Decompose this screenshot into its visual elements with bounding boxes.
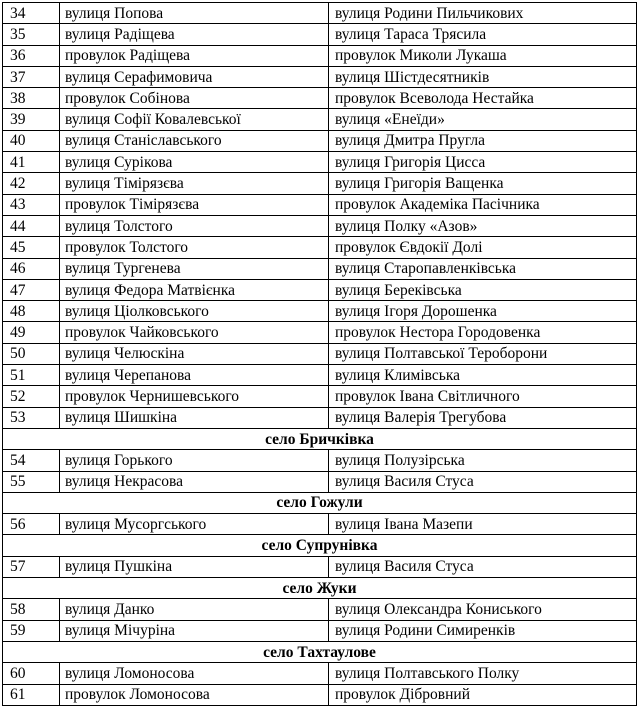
new-street-name: вулиця Полтавської Тероборони	[329, 343, 637, 364]
row-number: 37	[3, 66, 60, 87]
old-street-name: провулок Ломоносова	[60, 684, 329, 705]
old-street-name: провулок Собінова	[60, 88, 329, 109]
row-number: 51	[3, 365, 60, 386]
old-street-name: вулиця Ломоносова	[60, 663, 329, 684]
new-street-name: провулок Академіка Пасічника	[329, 194, 637, 215]
old-street-name: вулиця Данко	[60, 599, 329, 620]
new-street-name: вулиця Григорія Ващенка	[329, 173, 637, 194]
new-street-name: вулиця «Енеїди»	[329, 109, 637, 130]
old-street-name: вулиця Черепанова	[60, 365, 329, 386]
table-row	[3, 471, 637, 492]
row-number: 46	[3, 258, 60, 279]
table-row	[3, 386, 637, 407]
row-number: 54	[3, 450, 60, 471]
new-street-name: вулиця Полку «Азов»	[329, 215, 637, 236]
row-number: 41	[3, 152, 60, 173]
new-street-name: вулиця Ігоря Дорошенка	[329, 301, 637, 322]
new-street-name: вулиця Дмитра Пругла	[329, 130, 637, 151]
table-row	[3, 301, 637, 322]
new-street-name: провулок Івана Світличного	[329, 386, 637, 407]
old-street-name: провулок Тімірязєва	[60, 194, 329, 215]
row-number: 58	[3, 599, 60, 620]
old-street-name: вулиця Федора Матвієнка	[60, 279, 329, 300]
new-street-name: провулок Дібровний	[329, 684, 637, 705]
table-row	[3, 109, 637, 130]
old-street-name: провулок Радіщева	[60, 45, 329, 66]
table-row	[3, 194, 637, 215]
table-row	[3, 3, 637, 24]
row-number: 55	[3, 471, 60, 492]
row-number: 40	[3, 130, 60, 151]
table-row	[3, 684, 637, 705]
new-street-name: вулиця Тараса Трясила	[329, 24, 637, 45]
new-street-name: вулиця Полузірська	[329, 450, 637, 471]
table-row	[3, 343, 637, 364]
old-street-name: вулиця Серафимовича	[60, 66, 329, 87]
old-street-name: вулиця Горького	[60, 450, 329, 471]
row-number: 35	[3, 24, 60, 45]
table-row	[3, 130, 637, 151]
section-header-row	[3, 428, 637, 449]
table-row	[3, 45, 637, 66]
section-title: село Супрунівка	[3, 535, 637, 556]
row-number: 47	[3, 279, 60, 300]
table-row	[3, 24, 637, 45]
row-number: 48	[3, 301, 60, 322]
old-street-name: вулиця Софії Ковалевської	[60, 109, 329, 130]
new-street-name: провулок Всеволода Нестайка	[329, 88, 637, 109]
table-row	[3, 279, 637, 300]
section-title: село Тахтаулове	[3, 641, 637, 662]
row-number: 45	[3, 237, 60, 258]
row-number: 61	[3, 684, 60, 705]
new-street-name: вулиця Василя Стуса	[329, 556, 637, 577]
table-row	[3, 66, 637, 87]
table-row	[3, 450, 637, 471]
old-street-name: провулок Толстого	[60, 237, 329, 258]
new-street-name: вулиця Климівська	[329, 365, 637, 386]
old-street-name: вулиця Станіславського	[60, 130, 329, 151]
old-street-name: вулиця Ціолковського	[60, 301, 329, 322]
new-street-name: вулиця Григорія Цисса	[329, 152, 637, 173]
new-street-name: вулиця Полтавського Полку	[329, 663, 637, 684]
old-street-name: вулиця Шишкіна	[60, 407, 329, 428]
old-street-name: вулиця Тургенева	[60, 258, 329, 279]
new-street-name: вулиця Старопавленківська	[329, 258, 637, 279]
old-street-name: вулиця Сурікова	[60, 152, 329, 173]
section-title: село Жуки	[3, 578, 637, 599]
row-number: 60	[3, 663, 60, 684]
table-row	[3, 407, 637, 428]
row-number: 53	[3, 407, 60, 428]
new-street-name: провулок Євдокії Долі	[329, 237, 637, 258]
row-number: 44	[3, 215, 60, 236]
row-number: 42	[3, 173, 60, 194]
table-row	[3, 215, 637, 236]
table-row	[3, 599, 637, 620]
table-row	[3, 88, 637, 109]
old-street-name: вулиця Попова	[60, 3, 329, 24]
old-street-name: вулиця Тімірязєва	[60, 173, 329, 194]
table-row	[3, 365, 637, 386]
table-row	[3, 173, 637, 194]
new-street-name: вулиця Валерія Трегубова	[329, 407, 637, 428]
section-header-row	[3, 492, 637, 513]
old-street-name: вулиця Челюскіна	[60, 343, 329, 364]
table-row	[3, 663, 637, 684]
table-row	[3, 152, 637, 173]
row-number: 49	[3, 322, 60, 343]
old-street-name: вулиця Мусоргського	[60, 514, 329, 535]
new-street-name: вулиця Родини Симиренків	[329, 620, 637, 641]
new-street-name: вулиця Береківська	[329, 279, 637, 300]
new-street-name: вулиця Родини Пильчикових	[329, 3, 637, 24]
old-street-name: вулиця Некрасова	[60, 471, 329, 492]
new-street-name: провулок Миколи Лукаша	[329, 45, 637, 66]
section-header-row	[3, 578, 637, 599]
table-row	[3, 514, 637, 535]
row-number: 52	[3, 386, 60, 407]
section-title: село Гожули	[3, 492, 637, 513]
new-street-name: вулиця Олександра Кониського	[329, 599, 637, 620]
row-number: 36	[3, 45, 60, 66]
row-number: 38	[3, 88, 60, 109]
table-row	[3, 237, 637, 258]
old-street-name: вулиця Мічуріна	[60, 620, 329, 641]
old-street-name: вулиця Радіщева	[60, 24, 329, 45]
row-number: 43	[3, 194, 60, 215]
table-row	[3, 620, 637, 641]
row-number: 57	[3, 556, 60, 577]
row-number: 39	[3, 109, 60, 130]
new-street-name: провулок Нестора Городовенка	[329, 322, 637, 343]
old-street-name: провулок Чернишевського	[60, 386, 329, 407]
section-title: село Бричківка	[3, 428, 637, 449]
row-number: 34	[3, 3, 60, 24]
row-number: 56	[3, 514, 60, 535]
table-row	[3, 322, 637, 343]
section-header-row	[3, 535, 637, 556]
street-renaming-table	[2, 2, 637, 706]
row-number: 50	[3, 343, 60, 364]
table-row	[3, 556, 637, 577]
new-street-name: вулиця Шістдесятників	[329, 66, 637, 87]
row-number: 59	[3, 620, 60, 641]
table-row	[3, 258, 637, 279]
old-street-name: вулиця Пушкіна	[60, 556, 329, 577]
new-street-name: вулиця Василя Стуса	[329, 471, 637, 492]
old-street-name: вулиця Толстого	[60, 215, 329, 236]
old-street-name: провулок Чайковського	[60, 322, 329, 343]
table-body	[3, 3, 637, 706]
section-header-row	[3, 641, 637, 662]
new-street-name: вулиця Івана Мазепи	[329, 514, 637, 535]
